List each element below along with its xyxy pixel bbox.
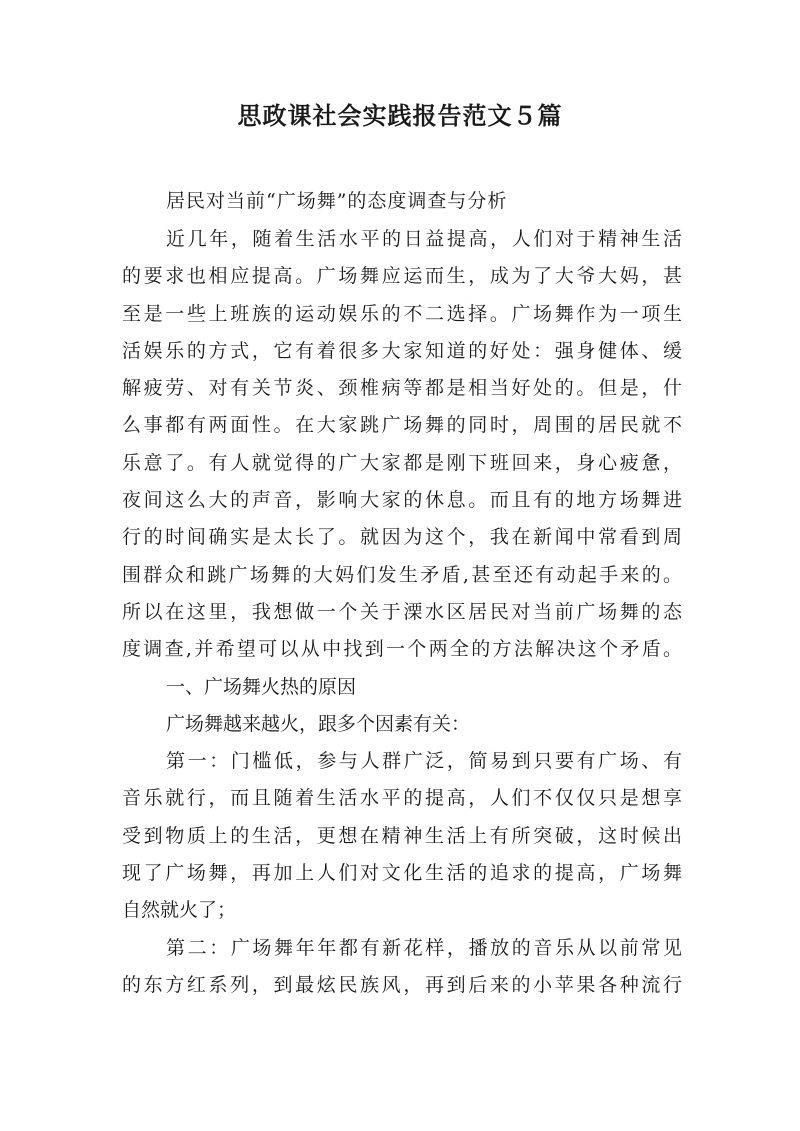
paragraph-line: 至是一些上班族的运动娱乐的不二选择。广场舞作为一项生 xyxy=(122,302,682,325)
paragraph-line: 自然就火了； xyxy=(122,899,237,922)
paragraph-line: 广场舞越来越火，跟多个因素有关： xyxy=(166,712,471,735)
paragraph-line: 所以在这里，我想做一个关于溧水区居民对当前广场舞的态 xyxy=(122,600,682,623)
paragraph-line: 活娱乐的方式，它有着很多大家知道的好处：强身健体、缓 xyxy=(122,339,682,362)
paragraph-line: 行的时间确实是太长了。就因为这个，我在新闻中常看到周 xyxy=(122,526,682,549)
paragraph-line: 第一：门槛低，参与人群广泛，简易到只要有广场、有 xyxy=(166,750,682,773)
paragraph-line: 音乐就行，而且随着生活水平的提高，人们不仅仅只是想享 xyxy=(122,787,682,810)
paragraph-line: 乐意了。有人就觉得的广大家都是刚下班回来，身心疲惫， xyxy=(122,451,682,474)
paragraph-line: 近几年，随着生活水平的日益提高，人们对于精神生活 xyxy=(166,228,682,250)
section-heading: 一、广场舞火热的原因 xyxy=(166,675,357,698)
paragraph-line: 解疲劳、对有关节炎、颈椎病等都是相当好处的。但是，什 xyxy=(122,377,682,400)
document-body xyxy=(122,221,682,1004)
paragraph-line: 夜间这么大的声音，影响大家的休息。而且有的地方场舞进 xyxy=(122,489,682,512)
paragraph-line: 的要求也相应提高。广场舞应运而生，成为了大爷大妈，甚 xyxy=(122,265,682,288)
paragraph-line: 么事都有两面性。在大家跳广场舞的同时，周围的居民就不 xyxy=(122,414,682,437)
document-title: 思政课社会实践报告范文５篇 xyxy=(237,101,563,130)
paragraph-line: 现了广场舞，再加上人们对文化生活的追求的提高，广场舞 xyxy=(122,862,682,885)
paragraph-line: 的东方红系列，到最炫民族风，再到后来的小苹果各种流行 xyxy=(122,973,682,996)
paragraph-line: 围群众和跳广场舞的大妈们发生矛盾,甚至还有动起手来的。 xyxy=(122,563,682,586)
document-subtitle: 居民对当前“广场舞”的态度调查与分析 xyxy=(166,190,508,212)
paragraph-line: 第二：广场舞年年都有新花样，播放的音乐从以前常见 xyxy=(166,936,682,959)
paragraph-line: 度调查,并希望可以从中找到一个两全的方法解决这个矛盾。 xyxy=(122,638,682,661)
paragraph-line: 受到物质上的生活，更想在精神生活上有所突破，这时候出 xyxy=(122,824,682,847)
